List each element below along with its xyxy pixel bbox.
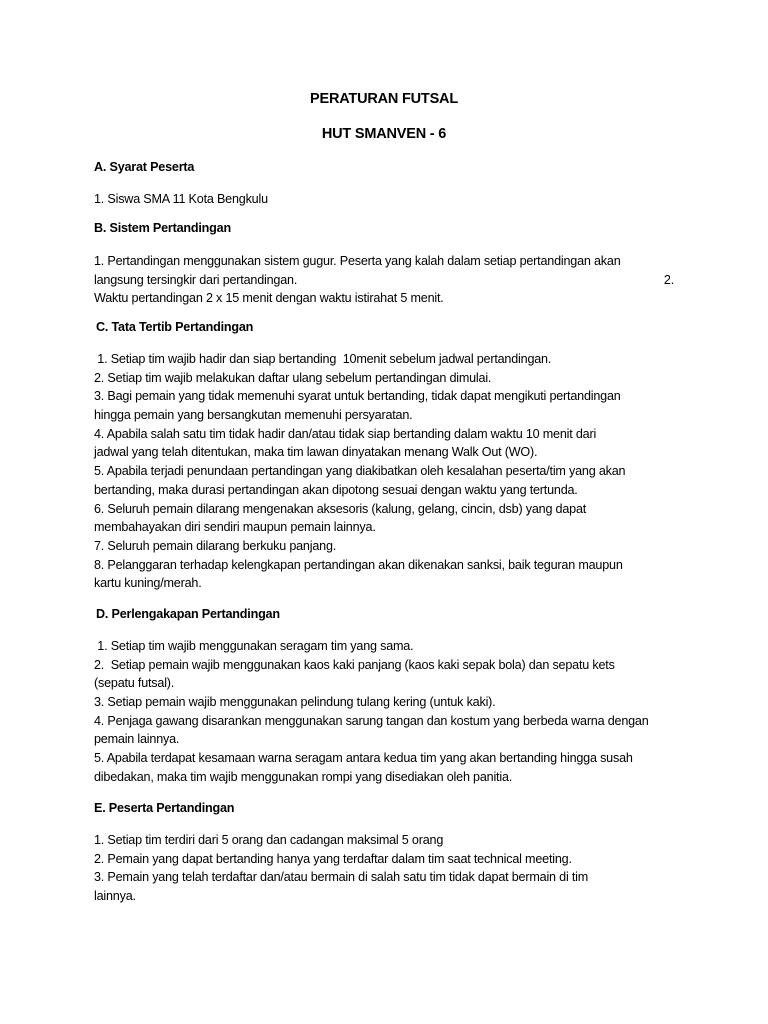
section-e-body (94, 831, 684, 906)
section-c-line: 2. Setiap tim wajib melakukan daftar ulang sebelum pertandingan dimulai. (94, 370, 492, 385)
section-b-line: Waktu pertandingan 2 x 15 menit dengan waktu istirahat 5 menit. (94, 291, 444, 306)
section-c-line: kartu kuning/merah. (94, 576, 202, 591)
section-c-line: 6. Seluruh pemain dilarang mengenakan aksesoris (kalung, gelang, cincin, dsb) yang dapat (94, 501, 587, 516)
document-subtitle: HUT SMANVEN - 6 (321, 126, 447, 142)
section-d-line: 3. Setiap pemain wajib menggunakan pelindung tulang kering (untuk kaki). (94, 695, 496, 710)
section-c-line: 8. Pelanggaran terhadap kelengkapan pertandingan akan dikenakan sanksi, baik teguran maupun (94, 557, 623, 572)
section-a-line: 1. Siswa SMA 11 Kota Bengkulu (94, 192, 268, 206)
section-d-line: dibedakan, maka tim wajib menggunakan rompi yang disediakan oleh panitia. (94, 769, 513, 784)
section-b-body (94, 252, 674, 308)
section-d-body (94, 637, 684, 787)
section-d-heading: D. Perlengakapan Pertandingan (96, 607, 280, 621)
section-c-line: 1. Setiap tim wajib hadir dan siap bertanding 10menit sebelum jadwal pertandingan. (94, 352, 552, 366)
section-e-line: 2. Pemain yang dapat bertanding hanya yang terdaftar dalam tim saat technical meeting. (94, 851, 572, 866)
section-d-line: 4. Penjaga gawang disarankan menggunakan sarung tangan dan kostum yang berbeda warna dengan (94, 713, 649, 728)
section-d-line: 5. Apabila terdapat kesamaan warna seragam antara kedua tim yang akan bertanding hingga susah (94, 751, 633, 766)
section-c-line: 5. Apabila terjadi penundaan pertandingan yang diakibatkan oleh kesalahan peserta/tim yang akan (94, 464, 626, 479)
section-c-body (94, 350, 684, 593)
section-c-line: bertanding, maka durasi pertandingan akan dipotong sesuai dengan waktu yang tertunda. (94, 482, 578, 497)
section-d-line: 2. Setiap pemain wajib menggunakan kaos kaki panjang (kaos kaki sepak bola) dan sepatu kets (94, 657, 615, 672)
section-a-body (94, 190, 684, 209)
section-c-line: 7. Seluruh pemain dilarang berkuku panjang. (94, 538, 337, 553)
section-b-line-right: 2. (663, 272, 674, 287)
section-e-line: lainnya. (94, 889, 136, 904)
section-b-line-left: langsung tersingkir dari pertandingan. (94, 272, 298, 287)
section-d-line: (sepatu futsal). (94, 676, 175, 691)
section-c-line: 4. Apabila salah satu tim tidak hadir dan/atau tidak siap bertanding dalam waktu 10 menit dari (94, 426, 597, 441)
section-c-line: membahayakan diri sendiri maupun pemain lainnya. (94, 520, 376, 535)
section-e-line: 3. Pemain yang telah terdaftar dan/atau bermain di salah satu tim tidak dapat bermain di tim (94, 870, 589, 885)
section-b-line (94, 271, 674, 290)
section-c-line: jadwal yang telah ditentukan, maka tim lawan dinyatakan menang Walk Out (WO). (94, 445, 538, 460)
section-c-line: 3. Bagi pemain yang tidak memenuhi syarat untuk bertanding, tidak dapat mengikuti pertandingan (94, 389, 621, 404)
section-b-heading: B. Sistem Pertandingan (94, 221, 231, 235)
section-e-heading: E. Peserta Pertandingan (94, 801, 235, 815)
section-c-line: hingga pemain yang bersangkutan memenuhi persyaratan. (94, 408, 413, 423)
section-a-heading: A. Syarat Peserta (94, 160, 195, 174)
section-e-line: 1. Setiap tim terdiri dari 5 orang dan cadangan maksimal 5 orang (94, 833, 444, 847)
section-d-line: pemain lainnya. (94, 732, 180, 747)
section-c-heading: C. Tata Tertib Pertandingan (96, 320, 254, 334)
document-title: PERATURAN FUTSAL (310, 91, 458, 107)
section-b-line: 1. Pertandingan menggunakan sistem gugur. Peserta yang kalah dalam setiap pertandingan akan (94, 254, 621, 268)
section-d-line: 1. Setiap tim wajib menggunakan seragam tim yang sama. (94, 639, 414, 653)
